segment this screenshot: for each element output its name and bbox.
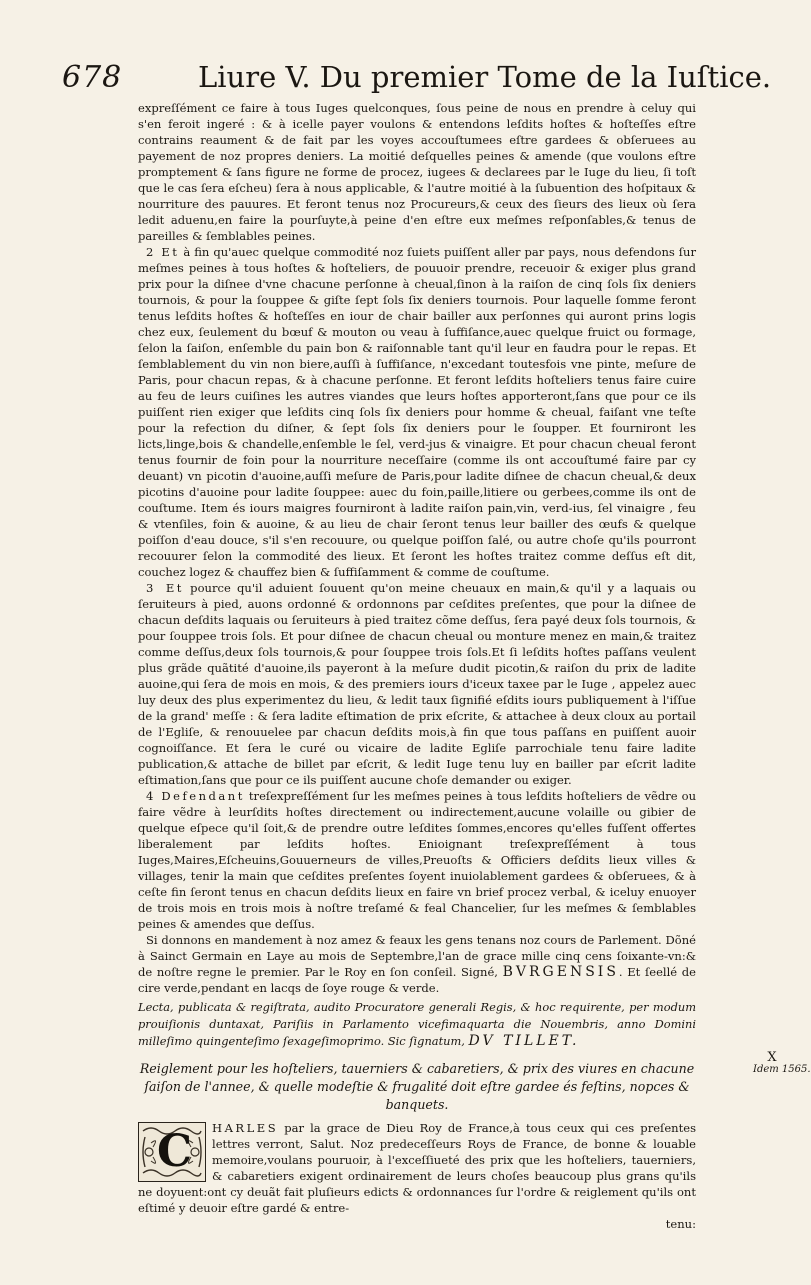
final-paragraph bbox=[138, 1120, 696, 1216]
paragraph-number: 2 bbox=[146, 245, 154, 259]
margin-roman-numeral: X bbox=[767, 1050, 777, 1065]
page-number: 678 bbox=[62, 60, 123, 95]
running-title: Liure V. Du premier Tome de la Iuſtice. bbox=[198, 60, 772, 94]
paragraph-2 bbox=[138, 244, 696, 580]
final-paragraph-text: par la grace de Dieu Roy de France,à tous ceux qui ces preſentes lettres verront, Salut. Noz predeceſſeurs Roys de France, de bonne & louable memoire,voulans pouruoir, à l'exceſſiueté des prix que les hoſteliers, tauerniers, & cabaretiers exigent ordinairement de leurs choſes beaucoup plus grans qu'ils ne doyuent:ont cy deuãt fait pluſieurs edicts & ordonnances ſur l'ordre & reiglement qu'ils ont eſtimé y deuoir eſtre gardé & entre- bbox=[138, 1121, 696, 1215]
paragraph-text: Si donnons en mandement à noz amez & feaux les gens tenans noz cours de Parlement. Dõné à Sainct Germain en Laye au mois de Septembre,l'an de grace mille cinq cens ſoixante-vn:& de noſtre regne le premier. Par le Roy en ſon conſeil. Signé, BVRGENSIS. Et ſeellé de cire verde,pendant en lacqs de ſoye rouge & verde. bbox=[138, 933, 696, 995]
running-header bbox=[62, 58, 772, 102]
paragraph-text: à fin qu'auec quelque commodité noz ſuiets puiſſent aller par pays, nous defendons ſur meſmes peines à tous hoſtes & hoſteliers, de pouuoir prendre, receuoir & exiger plus grand prix pour la diſnee d'vne chacune perſonne à cheual,ſinon à la raiſon de cinq ſols ſix deniers tournois, & pour la ſouppee & giſte ſept ſols ſix deniers tournois. Pour laquelle ſomme feront tenus leſdits hoſtes & hoſteſſes en iour de chair bailler aux perſonnes qui auront prins logis chez eux, ſeulement du bœuf & mouton ou veau à ſuffiſance,auec quelque fruict ou formage, ſelon la ſaiſon, enſemble du pain bon & raiſonnable tant qu'il leur en faudra pour le repas. Et ſemblablement du vin non biere,auſſi à ſuffiſance, n'excedant toutesfois vne pinte, meſure de Paris, pour chacun repas, & à chacune perſonne. Et feront leſdits hoſteliers tenus faire cuire au feu de leurs cuiſines les autres viandes que leurs hoſtes apporteront,ſans que pour ce ils puiſſent rien exiger que leſdits cinq ſols ſix deniers pour homme & cheual, faiſant vne teſte pour la refection du diſner, & ſept ſols ſix deniers pour le ſoupper. Et fourniront les licts,linge,bois & chandelle,enſemble le ſel, verd-jus & vinaigre. Et pour chacun cheual feront tenus fournir de foin pour la nourriture neceſſaire (comme ils ont accouſtumé faire par cy deuant) vn picotin d'auoine,auſſi meſure de Paris,pour ladite diſnee de chacun cheual,& deux picotins d'auoine pour ladite ſouppee: auec du foin,paille,litiere ou gerbees,comme ils ont de couſtume. Item és iours maigres fourniront à ladite raiſon pain,vin, verd-ius, ſel vinaigre , feu & vtenſiles, foin & auoine, & au lieu de chair ſeront tenus leur bailler des œufs & quelque poiſſon d'eau douce, s'il s'en recouure, ou quelque poiſſon ſalé, ou autre choſe qu'ils pourront recouurer ſelon la commodité des lieux. Et ſeront les hoſtes traitez comme deſſus eſt dit, couchez logez & chauffez bien & ſuffiſamment & comme de couſtume. bbox=[138, 245, 697, 579]
small-caps-word: HARLES bbox=[212, 1121, 279, 1135]
paragraph-3 bbox=[138, 580, 696, 788]
text-body bbox=[138, 100, 696, 1232]
latin-registration-note bbox=[138, 999, 696, 1050]
paragraph-4 bbox=[138, 788, 696, 932]
decorated-initial bbox=[138, 1122, 206, 1182]
margin-note-text: Idem 1565. bbox=[753, 1064, 811, 1075]
paragraph-5 bbox=[138, 932, 696, 996]
paragraph-number: 3 bbox=[146, 581, 154, 595]
lead-word: Et bbox=[161, 245, 180, 259]
paragraph-text: treſexpreſſément ſur les meſmes peines à tous leſdits hoſteliers de vẽdre ou faire vẽdre à leurſdits hoſtes directement ou indirectement,aucune volaille ou gibier de quelque eſpece qu'il ſoit,& de prendre outre leſdites ſommes,encores qu'elles fuſſent offertes liberalement par leſdits hoſtes. Enioignant treſexpreſſément à tous Iuges,Maires,Eſcheuins,Gouuerneurs de villes,Preuoſts & Officiers deſdits lieux villes & villages, tenir la main que ceſdites preſentes ſoyent inuiolablement gardees & obſeruees, & à ceſte fin ſeront tenus en chacun deſdits lieux en faire vn brief procez verbal, & iceluy enuoyer de trois mois en trois mois à noſtre treſamé & feal Chancelier, ſur les meſmes & ſemblables peines & amendes que deſſus. bbox=[138, 789, 697, 931]
latin-note-text: Lecta, publicata & regiſtrata, audito Procuratore generali Regis, & hoc requirente, per modum prouiſionis duntaxat, Pariſiis in Parlamento vicefimaquarta die Nouembris, anno Domini milleſimo quingenteſimo ſexageſimoprimo. Sic ſignatum, bbox=[138, 1000, 696, 1048]
paragraph-1: expreſſément ce faire à tous Iuges quelconques, ſous peine de nous en prendre à celuy qui s'en feroit ingeré : & à icelle payer voulons & entendons leſdits hoſtes & hoſteſſes eſtre contrains reaument & de fait par les voyes accouſtumees eſtre gardees & obſeruees au payement de noz propres deniers. La moitié deſquelles peines & amende (que voulons eſtre promptement & ſans figure ne forme de procez, iugees & declarees par le Iuge du lieu, ſi toſt que le cas ſera eſcheu) ſera à nous applicable, & l'autre moitié à la ſubuention des hoſpitaux & nourriture des pauures. Et feront tenus noz Procureurs,& ceux des ſieurs des lieux où ſera ledit aduenu,en faire la pourſuyte,à peine d'en eſtre eux meſmes reſponſables,& tenus de pareilles & ſemblables peines. bbox=[138, 101, 696, 243]
catchword: tenu: bbox=[665, 1217, 696, 1231]
regulation-title: Reiglement pour les hoſteliers, tauerniers & cabaretiers, & prix des viures en chacune ſaiſon de l'annee, & quelle modeſtie & frugalité doit eſtre gardee és feſtins, nopces & banquets. bbox=[139, 1061, 695, 1112]
margin-note bbox=[753, 1050, 811, 1076]
paragraph-text: pource qu'il aduient ſouuent qu'on meine cheuaux en main,& qu'il y a laquais ou ſeruiteurs à pied, auons ordonné & ordonnons par ceſdites preſentes, que pour la diſnee de chacun deſdits laquais ou ſeruiteurs à pied traitez cõme deſſus, ſera payé deux ſols tournois, & pour ſouppee trois ſols. Et pour diſnee de chacun cheual ou monture menez en main,& traitez comme deſſus,deux ſols tournois,& pour ſouppee trois ſols.Et ſi leſdits hoſtes paſſans veulent plus grãde quãtité d'auoine,ils payeront à la meſure dudit picotin,& raiſon du prix de ladite auoine,qui ſera de mois en mois, & des premiers iours d'iceux taxee par le Iuge , appelez auec luy deux des plus experimentez du lieu, & ledit taux ſignifié eſdits iours publiquement à l'iſſue de la grand' meſſe : & ſera ladite eſtimation de prix eſcrite, & attachee à deux cloux au portail de l'Egliſe, & renouuelee par chacun deſdits mois,à fin que tous paſſans en puiſſent auoir cognoiſſance. Et ſera le curé ou vicaire de ladite Egliſe parrochiale tenu faire ladite publication,& attache de billet par eſcrit, & ledit Iuge tenu luy en bailler par eſcrit ladite eſtimation,ſans que pour ce ils puiſſent aucune choſe demander ou exiger. bbox=[138, 581, 697, 787]
lead-word: Defendant bbox=[161, 789, 245, 803]
lead-word: Et bbox=[165, 581, 184, 595]
paragraph-number: 4 bbox=[146, 789, 154, 803]
latin-signature: DV TILLET. bbox=[468, 1033, 580, 1049]
initial-letter: C bbox=[157, 1126, 193, 1177]
signature-name: BVRGENSIS bbox=[502, 964, 619, 980]
